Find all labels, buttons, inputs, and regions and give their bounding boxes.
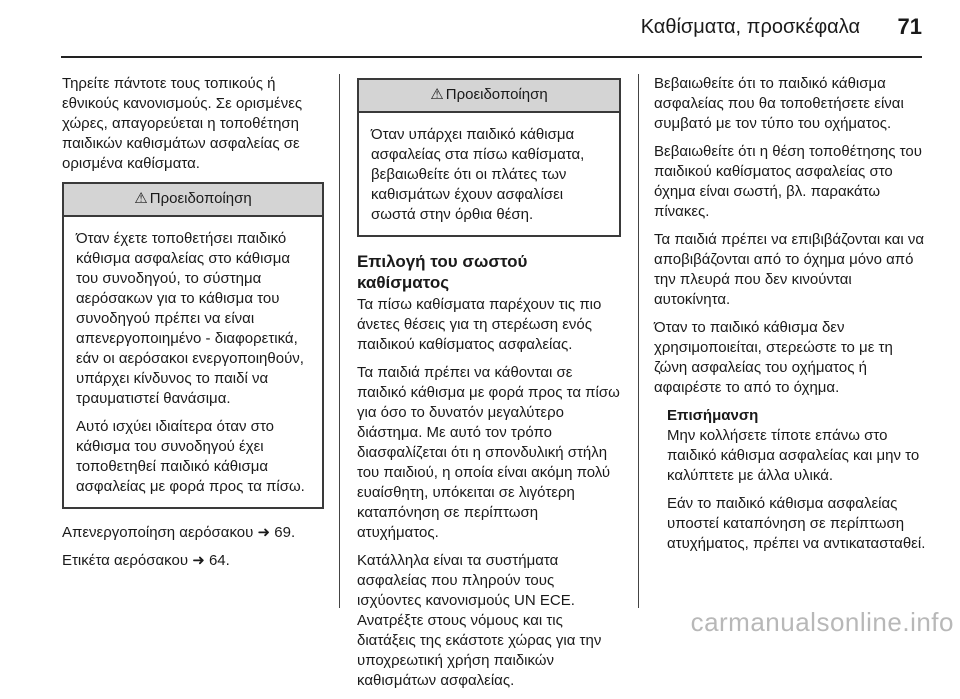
reference-arrow-icon: ➜ (257, 524, 271, 541)
warning-triangle-icon: ⚠ (134, 190, 148, 207)
paragraph-2: Τα παιδιά πρέπει να κάθονται σε παιδικό κάθισμα με φορά προς τα πίσω για όσο το δυνατόν μεγαλύτερο διάστημα. Με αυτό τον τρόπο διασφαλίζεται ότι η σπονδυλική στήλη του παιδιού, η οποία είναι ακόμη πολύ ευαίσθητη, υπόκειται σε λιγότερη καταπόνηση σε περίπτωση ατυχήματος. (357, 364, 620, 541)
note-block (654, 406, 926, 554)
warning-title: Προειδοποίηση (149, 190, 252, 207)
reference-label: Ετικέτα αερόσακου (62, 552, 189, 569)
reference-page: 64 (208, 552, 226, 569)
note-title: Επισήμανση (667, 407, 759, 424)
column-3 (654, 74, 926, 562)
page-number: 71 (897, 14, 922, 39)
intro-text: Τηρείτε πάντοτε τους τοπικούς ή εθνικούς κανονισμούς. Σε ορισμένες χώρες, απαγορεύεται η τοποθέτηση παιδικών καθισμάτων ασφαλείας σε ορισμένα καθίσματα. (62, 75, 303, 172)
paragraph-2: Βεβαιωθείτε ότι η θέση τοποθέτησης του παιδικού καθίσματος ασφαλείας στο όχημα είναι σωστή, βλ. παρακάτω πίνακες. (654, 143, 922, 220)
page-title: Καθίσματα, προσκέφαλα (640, 16, 860, 38)
paragraph-3: Κατάλληλα είναι τα συστήματα ασφαλείας που πληρούν τους ισχύοντες κανονισμούς UN ECE. Ανατρέξτε στους νόμους και τις διατάξεις της εκάστοτε χώρας για την υποχρεωτική χρήση παιδικών καθισμάτων ασφαλείας. (357, 552, 602, 689)
reference-arrow-icon: ➜ (192, 552, 205, 569)
paragraph-1: Βεβαιωθείτε ότι το παιδικό κάθισμα ασφαλείας που θα τοποθετήσετε είναι συμβατό με τον τύπο του οχήματος. (654, 75, 904, 132)
watermark: carmanualsonline.info (690, 607, 954, 637)
header-divider (61, 56, 922, 58)
warning-box-1 (62, 182, 324, 509)
section-title: Επιλογή του σωστού καθίσματος (357, 252, 528, 292)
note-text-2: Εάν το παιδικό κάθισμα ασφαλείας υποστεί καταπόνηση σε περίπτωση ατυχήματος, πρέπει να αντικατασταθεί. (667, 495, 926, 552)
warning-box-2 (357, 78, 621, 237)
paragraph-1: Τα πίσω καθίσματα παρέχουν τις πιο άνετες θέσεις για τη στερέωση ενός παιδικού καθίσματος ασφαλείας. (357, 296, 602, 353)
paragraph-3: Τα παιδιά πρέπει να επιβιβάζονται και να αποβιβάζονται από το όχημα μόνο από την πλευρά που δεν κινούνται αυτοκίνητα. (654, 231, 925, 308)
warning-body (359, 113, 619, 235)
column-2 (357, 78, 621, 699)
column-divider-1 (339, 74, 340, 608)
reference-airbag-label[interactable]: Ετικέτα αερόσακου ➜ 64. (62, 552, 230, 569)
note-text-1: Μην κολλήσετε τίποτε επάνω στο παιδικό κάθισμα ασφαλείας και μην το καλύπτετε με άλλα υλικά. (667, 427, 920, 484)
warning-header (64, 184, 322, 217)
warning-text-2: Αυτό ισχύει ιδιαίτερα όταν στο κάθισμα του συνοδηγού έχει τοποθετηθεί παιδικό κάθισμα ασφαλείας με φορά προς τα πίσω. (76, 418, 305, 495)
reference-label: Απενεργοποίηση αερόσακου (62, 524, 254, 541)
warning-triangle-icon: ⚠ (430, 86, 444, 103)
warning-text-1: Όταν έχετε τοποθετήσει παιδικό κάθισμα ασφαλείας στο κάθισμα του συνοδηγού, το σύστημα αερόσακων για το κάθισμα του συνοδηγού πρέπει να είναι απενεργοποιημένο - διαφορετικά, εάν οι αερόσακοι ενεργοποιηθούν, υπάρχει κίνδυνος το παιδί να τραυματιστεί θανάσιμα. (76, 230, 304, 407)
warning-text-1: Όταν υπάρχει παιδικό κάθισμα ασφαλείας στα πίσω καθίσματα, βεβαιωθείτε ότι οι πλάτες των καθισμάτων έχουν ασφαλίσει σωστά στην όρθια θέση. (371, 126, 585, 223)
reference-airbag-deactivation[interactable]: Απενεργοποίηση αερόσακου ➜ 69. (62, 524, 296, 541)
warning-header (359, 80, 619, 113)
column-1 (62, 74, 324, 579)
reference-page: 69 (274, 524, 291, 541)
column-divider-2 (638, 74, 639, 608)
paragraph-4: Όταν το παιδικό κάθισμα δεν χρησιμοποιείται, στερεώστε το με τη ζώνη ασφαλείας του οχήματος ή αφαιρέστε το από το όχημα. (654, 319, 893, 396)
warning-body (64, 217, 322, 507)
warning-title: Προειδοποίηση (445, 86, 548, 103)
